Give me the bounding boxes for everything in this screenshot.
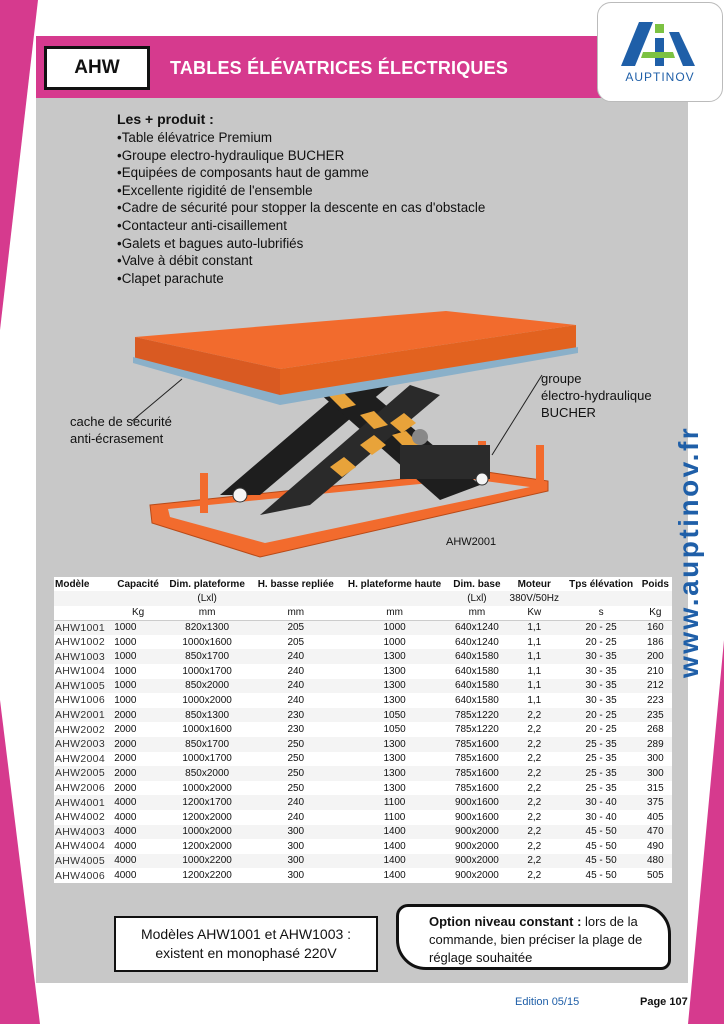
- subheader-cell: [54, 591, 113, 606]
- table-cell: 470: [639, 825, 672, 840]
- table-cell: 250: [251, 737, 340, 752]
- table-cell: 1,1: [527, 694, 542, 706]
- table-cell: 230: [287, 724, 305, 736]
- table-cell: 640x1580: [454, 665, 499, 677]
- unit-cell: Kw: [505, 606, 564, 621]
- model-cell: AHW1004: [55, 665, 105, 678]
- model-cell: AHW2003: [54, 737, 113, 752]
- column-header: H. plateforme haute: [347, 578, 442, 590]
- table-cell: 1300: [383, 665, 406, 677]
- table-cell: 2000: [113, 766, 163, 781]
- table-cell: 45 - 50: [564, 854, 639, 869]
- table-cell: 45 - 50: [564, 825, 639, 840]
- table-cell: 1000x1600: [182, 724, 232, 736]
- table-row: [54, 868, 672, 883]
- table-cell: 1200x1700: [163, 795, 251, 810]
- table-cell: 2,2: [527, 782, 542, 794]
- page-title: TABLES ÉLÉVATRICES ÉLECTRIQUES: [170, 58, 509, 78]
- callout-text: électro-hydraulique: [541, 388, 652, 403]
- table-cell: 1300: [340, 679, 449, 694]
- table-cell: 640x1240: [449, 620, 505, 635]
- illustration-model-caption: AHW2001: [446, 536, 497, 548]
- table-cell: 300: [287, 840, 305, 852]
- table-cell: 1,1: [527, 636, 542, 648]
- note-single-phase: [114, 916, 378, 972]
- table-cell: 1,1: [505, 679, 564, 694]
- table-row: [54, 737, 672, 752]
- callout-text: BUCHER: [541, 405, 596, 420]
- table-cell: 1300: [383, 782, 406, 794]
- table-cell: 1000x2000: [182, 694, 232, 706]
- table-row: [54, 635, 672, 650]
- table-row: [54, 766, 672, 781]
- table-cell: 900x2000: [449, 854, 505, 869]
- feature-item: • Valve à débit constant: [117, 252, 557, 270]
- table-cell: 4000: [113, 825, 163, 840]
- table-row: [54, 722, 672, 737]
- table-cell: 850x1300: [163, 708, 251, 723]
- table-cell: 4000: [113, 795, 163, 810]
- table-row: [54, 620, 672, 635]
- callout-text: cache de sécurité: [70, 414, 172, 429]
- table-cell: 205: [287, 636, 305, 648]
- table-cell: 240: [251, 795, 340, 810]
- table-cell: 375: [639, 795, 672, 810]
- table-cell: 250: [287, 782, 305, 794]
- table-cell: 2000: [113, 737, 163, 752]
- table-cell: 2000: [114, 724, 137, 736]
- table-cell: 240: [287, 811, 305, 823]
- subheader-cell: [113, 591, 163, 606]
- unit-cell: [54, 606, 113, 621]
- table-cell: 480: [639, 854, 672, 869]
- table-cell: 300: [287, 870, 305, 882]
- unit-cell: mm: [449, 606, 505, 621]
- table-cell: 1000: [383, 636, 406, 648]
- feature-item: • Cadre de sécurité pour stopper la descente en cas d'obstacle: [117, 199, 557, 217]
- unit-cell: s: [564, 606, 639, 621]
- specifications-table: [54, 577, 672, 883]
- table-cell: 1300: [383, 694, 406, 706]
- table-cell: 490: [646, 840, 664, 852]
- table-cell: 900x2000: [449, 825, 505, 840]
- table-cell: 223: [646, 694, 664, 706]
- column-header: Poids: [641, 578, 669, 590]
- subheader-cell: [564, 591, 639, 606]
- table-cell: 1000: [114, 694, 137, 706]
- model-cell: AHW1005: [54, 679, 113, 694]
- model-cell: AHW4003: [54, 825, 113, 840]
- table-cell: 1000: [340, 620, 449, 635]
- unit-cell: Kg: [639, 606, 672, 621]
- table-cell: 1000: [113, 620, 163, 635]
- table-cell: 850x1700: [163, 737, 251, 752]
- table-cell: 2000: [113, 708, 163, 723]
- model-cell: AHW1002: [55, 636, 105, 649]
- table-cell: 2000: [114, 753, 137, 765]
- table-cell: 268: [646, 724, 664, 736]
- table-cell: 25 - 35: [585, 753, 617, 765]
- table-cell: 2,2: [505, 737, 564, 752]
- table-cell: 1200x2200: [182, 870, 232, 882]
- decor-triangle-top-left: [0, 0, 38, 330]
- table-cell: 205: [251, 620, 340, 635]
- auptinov-logo-icon: [617, 18, 703, 70]
- table-cell: 1050: [340, 708, 449, 723]
- note-option-text: lors de la commande, bien préciser la plage de réglage souhaitée: [429, 914, 643, 965]
- features-list: [117, 129, 557, 287]
- table-cell: 25 - 35: [564, 737, 639, 752]
- table-cell: 1200x2000: [182, 840, 232, 852]
- table-cell: 900x1600: [449, 795, 505, 810]
- table-cell: 1200x2000: [182, 811, 232, 823]
- table-row: [54, 854, 672, 869]
- table-cell: 1400: [340, 854, 449, 869]
- table-cell: 1300: [340, 737, 449, 752]
- table-cell: 785x1220: [454, 724, 499, 736]
- table-cell: 300: [639, 766, 672, 781]
- table-cell: 1,1: [505, 620, 564, 635]
- features-block: [117, 111, 557, 287]
- table-cell: 2,2: [505, 825, 564, 840]
- callout-text: groupe: [541, 371, 582, 386]
- table-cell: 1000: [113, 679, 163, 694]
- series-badge: AHW: [44, 46, 150, 90]
- website-url[interactable]: www.auptinov.fr: [673, 425, 704, 678]
- table-row: [54, 810, 672, 825]
- table-row: [54, 781, 672, 796]
- table-cell: 1050: [383, 724, 406, 736]
- table-cell: 2,2: [505, 766, 564, 781]
- table-cell: 212: [639, 679, 672, 694]
- model-cell: AHW1006: [55, 694, 105, 707]
- table-cell: 1400: [340, 825, 449, 840]
- subheader-cell: [639, 591, 672, 606]
- table-cell: 2,2: [527, 724, 542, 736]
- table-cell: 1400: [383, 840, 406, 852]
- table-cell: 235: [639, 708, 672, 723]
- subheader-cell: [340, 591, 449, 606]
- decor-triangle-left: [0, 700, 40, 1024]
- table-row: [54, 649, 672, 664]
- table-cell: 240: [251, 679, 340, 694]
- table-row: [54, 679, 672, 694]
- table-cell: 1300: [383, 753, 406, 765]
- table-subheader-row: [54, 591, 672, 606]
- table-cell: 20 - 25: [564, 620, 639, 635]
- table-cell: 2,2: [505, 795, 564, 810]
- table-cell: 300: [251, 854, 340, 869]
- table-cell: 640x1240: [454, 636, 499, 648]
- table-cell: 25 - 35: [585, 782, 617, 794]
- table-row: [54, 664, 672, 679]
- table-cell: 1300: [340, 649, 449, 664]
- feature-item: • Equipées de composants haut de gamme: [117, 164, 557, 182]
- model-cell: AHW4002: [55, 811, 105, 824]
- table-cell: 900x2000: [454, 840, 499, 852]
- footer-edition: Edition 05/15: [515, 996, 580, 1008]
- table-cell: 1000x2000: [163, 825, 251, 840]
- table-cell: 2,2: [527, 840, 542, 852]
- table-cell: 4000: [114, 840, 137, 852]
- feature-item: • Groupe electro-hydraulique BUCHER: [117, 147, 557, 165]
- table-cell: 1000: [113, 649, 163, 664]
- table-cell: 1000: [114, 665, 137, 677]
- subheader-cell: 380V/50Hz: [505, 591, 564, 606]
- column-header: Modèle: [55, 578, 90, 590]
- table-cell: 230: [251, 708, 340, 723]
- spec-table-grid: [54, 577, 672, 883]
- table-cell: 785x1600: [449, 737, 505, 752]
- model-cell: AHW2006: [55, 782, 105, 795]
- table-cell: 30 - 40: [564, 795, 639, 810]
- table-cell: 2,2: [505, 708, 564, 723]
- table-cell: 315: [646, 782, 664, 794]
- table-cell: 25 - 35: [564, 766, 639, 781]
- column-header: Tps élévation: [569, 578, 634, 590]
- table-cell: 2,2: [527, 811, 542, 823]
- column-header: Moteur: [517, 578, 551, 590]
- table-cell: 240: [287, 694, 305, 706]
- table-cell: 505: [646, 870, 664, 882]
- table-cell: 640x1580: [449, 649, 505, 664]
- column-header: Dim. plateforme: [169, 578, 245, 590]
- table-cell: 250: [251, 766, 340, 781]
- table-cell: 160: [639, 620, 672, 635]
- table-cell: 1000x1600: [182, 636, 232, 648]
- table-row: [54, 839, 672, 854]
- table-cell: 4000: [114, 870, 137, 882]
- subheader-cell: (Lxl): [449, 591, 505, 606]
- note-line: Modèles AHW1001 et AHW1003 :: [140, 926, 352, 942]
- table-row: [54, 752, 672, 767]
- table-cell: 45 - 50: [585, 840, 617, 852]
- table-cell: 210: [646, 665, 664, 677]
- table-cell: 20 - 25: [585, 636, 617, 648]
- table-cell: 1100: [340, 795, 449, 810]
- table-cell: 640x1580: [449, 679, 505, 694]
- model-cell: AHW4001: [54, 795, 113, 810]
- unit-cell: mm: [163, 606, 251, 621]
- table-cell: 850x2000: [163, 766, 251, 781]
- table-cell: 785x1600: [454, 753, 499, 765]
- table-cell: 4000: [114, 811, 137, 823]
- table-cell: 1300: [340, 766, 449, 781]
- column-header: H. basse repliée: [257, 578, 334, 590]
- feature-item: • Clapet parachute: [117, 270, 557, 288]
- table-cell: 1000: [114, 636, 137, 648]
- model-cell: AHW4005: [54, 854, 113, 869]
- note-option-label: Option niveau constant :: [429, 914, 582, 929]
- table-cell: 1000x1700: [182, 665, 232, 677]
- model-cell: AHW1001: [54, 620, 113, 635]
- model-cell: AHW4006: [55, 869, 105, 882]
- feature-item: • Table élévatrice Premium: [117, 129, 557, 147]
- callout-safety-cover: [70, 413, 172, 447]
- table-cell: 20 - 25: [585, 724, 617, 736]
- table-cell: 4000: [113, 854, 163, 869]
- table-cell: 186: [646, 636, 664, 648]
- table-cell: 1,1: [527, 665, 542, 677]
- table-cell: 2,2: [527, 870, 542, 882]
- table-cell: 900x2000: [454, 870, 499, 882]
- model-cell: AHW2005: [54, 766, 113, 781]
- table-header-row: [54, 577, 672, 591]
- table-cell: 900x1600: [454, 811, 499, 823]
- table-cell: 200: [639, 649, 672, 664]
- table-cell: 30 - 35: [585, 665, 617, 677]
- table-cell: 250: [287, 753, 305, 765]
- table-cell: 45 - 50: [585, 870, 617, 882]
- table-cell: 30 - 35: [564, 679, 639, 694]
- column-header: Dim. base: [453, 578, 501, 590]
- table-cell: 850x1700: [163, 649, 251, 664]
- table-cell: 1100: [383, 811, 406, 823]
- table-cell: 820x1300: [163, 620, 251, 635]
- logo-wordmark: AUPTINOV: [625, 70, 695, 84]
- table-cell: 850x2000: [163, 679, 251, 694]
- table-cell: 20 - 25: [564, 708, 639, 723]
- decor-triangle-right: [688, 640, 724, 1024]
- table-cell: 1000x2000: [182, 782, 232, 794]
- table-cell: 1400: [383, 870, 406, 882]
- table-row: [54, 795, 672, 810]
- table-cell: 300: [251, 825, 340, 840]
- unit-cell: mm: [340, 606, 449, 621]
- table-cell: 405: [646, 811, 664, 823]
- table-cell: 30 - 35: [585, 694, 617, 706]
- table-cell: 1000x2200: [163, 854, 251, 869]
- table-cell: 240: [287, 665, 305, 677]
- callout-hydraulic-unit: [541, 370, 652, 421]
- table-units-row: [54, 606, 672, 621]
- model-cell: AHW2001: [54, 708, 113, 723]
- table-cell: 30 - 35: [564, 649, 639, 664]
- table-cell: 289: [639, 737, 672, 752]
- feature-item: • Excellente rigidité de l'ensemble: [117, 182, 557, 200]
- column-header: Capacité: [117, 578, 159, 590]
- footer-page-number: Page 107: [640, 996, 688, 1008]
- subheader-cell: [251, 591, 340, 606]
- table-row: [54, 708, 672, 723]
- table-cell: 785x1600: [454, 782, 499, 794]
- table-cell: 785x1600: [449, 766, 505, 781]
- unit-cell: mm: [251, 606, 340, 621]
- table-cell: 640x1580: [454, 694, 499, 706]
- table-cell: 2,2: [505, 854, 564, 869]
- table-cell: 30 - 40: [585, 811, 617, 823]
- callout-text: anti-écrasement: [70, 431, 164, 446]
- table-cell: 1000x1700: [182, 753, 232, 765]
- model-cell: AHW4004: [55, 840, 105, 853]
- note-constant-level-option: [396, 904, 671, 970]
- table-row: [54, 825, 672, 840]
- table-cell: 1,1: [505, 649, 564, 664]
- feature-item: • Galets et bagues auto-lubrifiés: [117, 235, 557, 253]
- table-cell: 2000: [114, 782, 137, 794]
- unit-cell: Kg: [113, 606, 163, 621]
- note-line: existent en monophasé 220V: [155, 945, 337, 961]
- subheader-cell: (Lxl): [163, 591, 251, 606]
- table-row: [54, 693, 672, 708]
- table-cell: 2,2: [527, 753, 542, 765]
- table-cell: 300: [646, 753, 664, 765]
- features-title: Les + produit :: [117, 111, 214, 127]
- model-cell: AHW2004: [55, 752, 105, 765]
- model-cell: AHW2002: [55, 723, 105, 736]
- table-body: [54, 591, 672, 883]
- table-cell: 240: [251, 649, 340, 664]
- feature-item: • Contacteur anti-cisaillement: [117, 217, 557, 235]
- table-cell: 785x1220: [449, 708, 505, 723]
- model-cell: AHW1003: [54, 649, 113, 664]
